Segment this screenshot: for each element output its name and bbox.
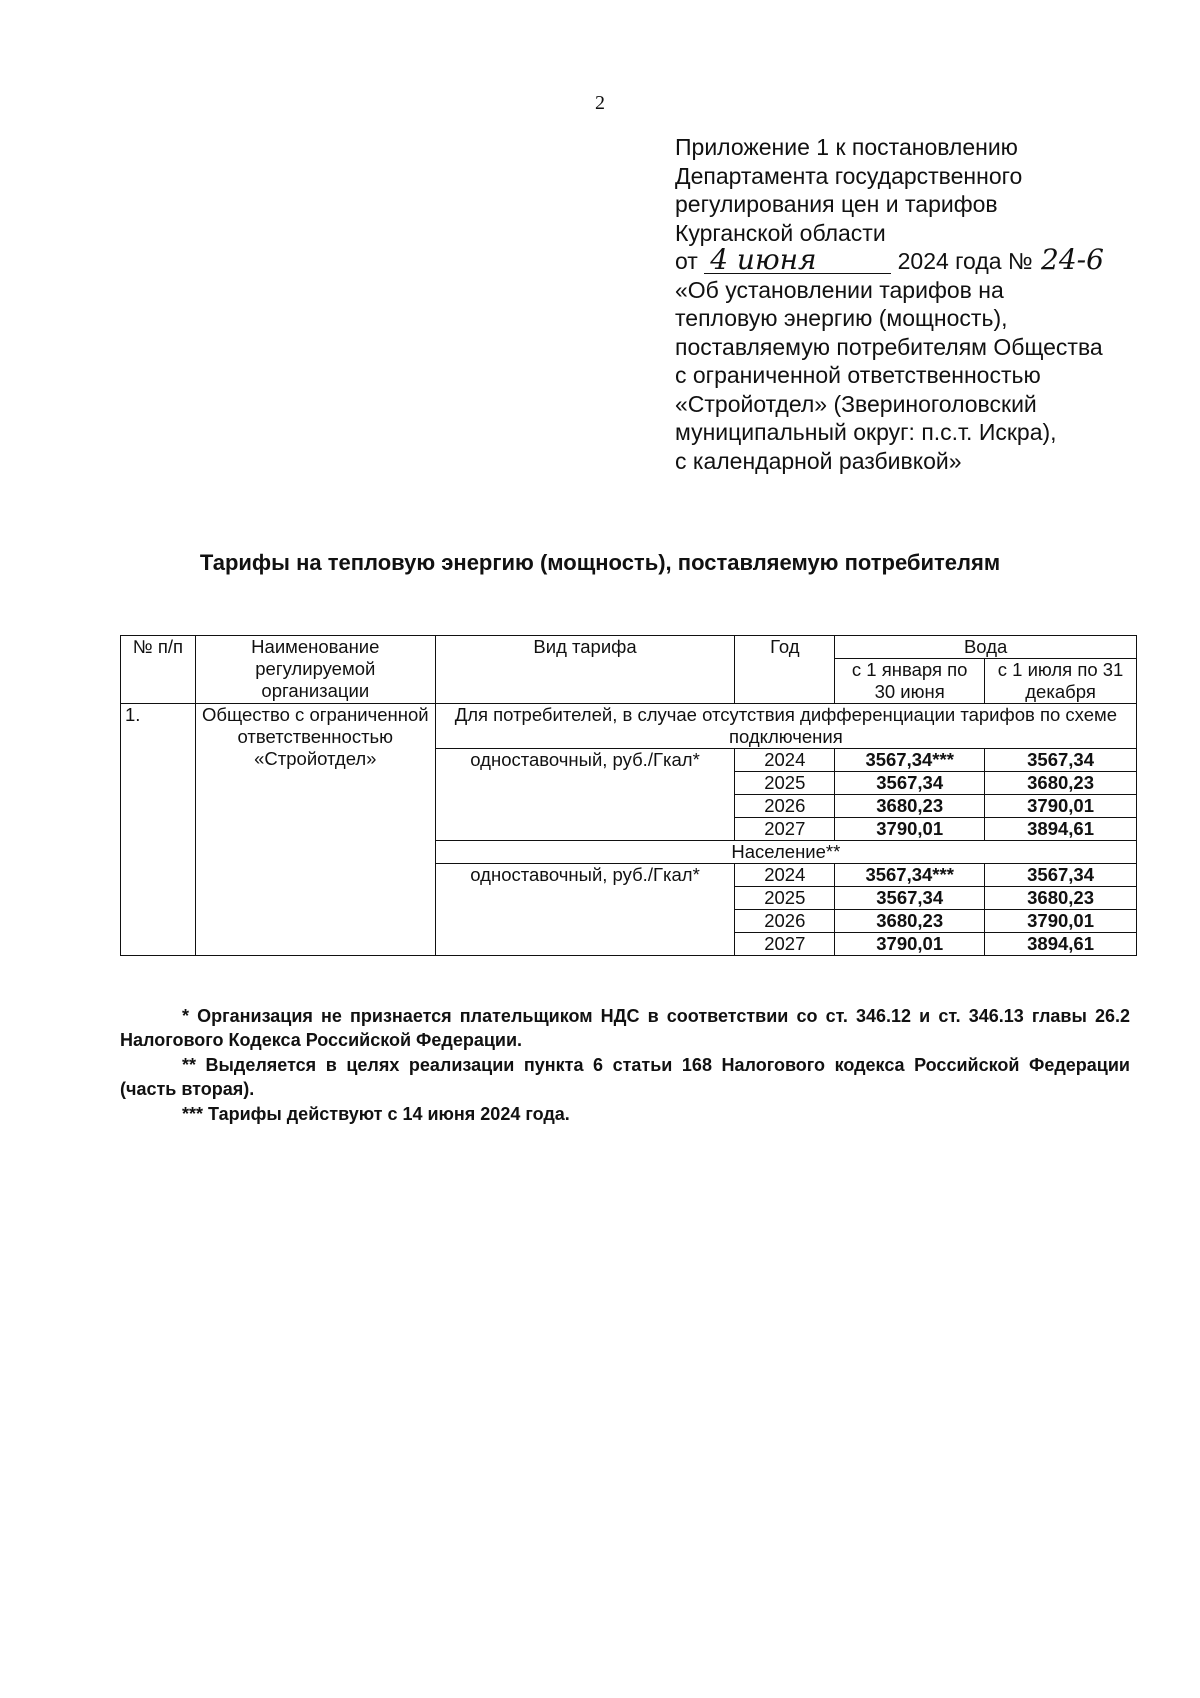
- document-title: Тарифы на тепловую энергию (мощность), поставляемую потребителям: [199, 550, 1001, 575]
- tariff-value-p2: 3894,61: [985, 933, 1137, 956]
- appendix-line: Приложение 1 к постановлению: [675, 134, 1018, 160]
- tariff-value-p2: 3680,23: [985, 887, 1137, 910]
- appendix-line: Курганской области: [675, 219, 886, 246]
- tariff-value-p1: 3567,34***: [835, 749, 985, 772]
- tariff-type: одноставочный, руб./Гкал*: [435, 864, 735, 956]
- date-prefix: от: [675, 248, 698, 274]
- appendix-line: Департамента государственного: [675, 162, 1023, 189]
- appendix-date-line: [675, 243, 1195, 276]
- tariff-value-p2: 3680,23: [985, 772, 1137, 795]
- appendix-subject-line: «Стройотдел» (Звериноголовский: [675, 390, 1037, 417]
- appendix-line: регулирования цен и тарифов: [675, 191, 998, 217]
- organization-name: Общество с ограниченной ответственностью «Стройотдел»: [195, 704, 435, 956]
- section-label: Для потребителей, в случае отсутствия дифференциации тарифов по схеме подключения: [435, 704, 1136, 749]
- handwritten-date: 4 июня: [704, 247, 891, 274]
- date-year: 2024 года №: [897, 248, 1033, 274]
- header-period-2: с 1 июля по 31 декабря: [985, 659, 1137, 704]
- tariff-value-p2: 3567,34: [985, 749, 1137, 772]
- tariff-value-p2: 3567,34: [985, 864, 1137, 887]
- year-cell: 2025: [735, 887, 835, 910]
- header-num: № п/п: [121, 636, 196, 704]
- footnote: ** Выделяется в целях реализации пункта 6 статьи 168 Налогового кодекса Российской Федерации (часть вторая).: [120, 1055, 1130, 1099]
- year-cell: 2026: [735, 910, 835, 933]
- header-org: Наименование регулируемой организации: [195, 636, 435, 704]
- appendix-subject-line: тепловую энергию (мощность),: [675, 305, 1008, 331]
- tariff-value-p2: 3790,01: [985, 910, 1137, 933]
- year-cell: 2025: [735, 772, 835, 795]
- tariff-value-p2: 3894,61: [985, 818, 1137, 841]
- year-cell: 2027: [735, 818, 835, 841]
- footnote: *** Тарифы действуют с 14 июня 2024 года.: [182, 1104, 570, 1124]
- appendix-subject-line: поставляемую потребителям Общества: [675, 333, 1103, 360]
- page-number: 2: [595, 92, 605, 114]
- appendix-block: [675, 133, 1195, 475]
- header-tariff-type: Вид тарифа: [435, 636, 735, 704]
- year-cell: 2027: [735, 933, 835, 956]
- tariff-table: [120, 635, 1137, 956]
- appendix-subject-line: «Об установлении тарифов на: [675, 276, 1004, 303]
- row-number: 1.: [121, 704, 196, 956]
- tariff-value-p1: 3680,23: [835, 795, 985, 818]
- tariff-value-p1: 3790,01: [835, 933, 985, 956]
- appendix-subject-line: с календарной разбивкой»: [675, 447, 962, 474]
- year-cell: 2024: [735, 749, 835, 772]
- tariff-value-p1: 3680,23: [835, 910, 985, 933]
- header-period-1: с 1 января по 30 июня: [835, 659, 985, 704]
- appendix-subject-line: с ограниченной ответственностью: [675, 362, 1041, 388]
- tariff-value-p1: 3567,34: [835, 887, 985, 910]
- header-year: Год: [735, 636, 835, 704]
- footnotes: [120, 1005, 1130, 1129]
- tariff-type: одноставочный, руб./Гкал*: [435, 749, 735, 841]
- year-cell: 2024: [735, 864, 835, 887]
- tariff-value-p2: 3790,01: [985, 795, 1137, 818]
- appendix-subject-line: муниципальный округ: п.с.т. Искра),: [675, 419, 1057, 445]
- header-water: Вода: [835, 636, 1137, 659]
- handwritten-number: 24-6: [1041, 243, 1104, 276]
- tariff-value-p1: 3567,34: [835, 772, 985, 795]
- footnote: * Организация не признается плательщиком НДС в соответствии со ст. 346.12 и ст. 346.13 главы 26.2 Налогового Кодекса Российской Федерации.: [120, 1006, 1130, 1050]
- tariff-value-p1: 3790,01: [835, 818, 985, 841]
- section-label: Население**: [435, 841, 1136, 864]
- tariff-value-p1: 3567,34***: [835, 864, 985, 887]
- year-cell: 2026: [735, 795, 835, 818]
